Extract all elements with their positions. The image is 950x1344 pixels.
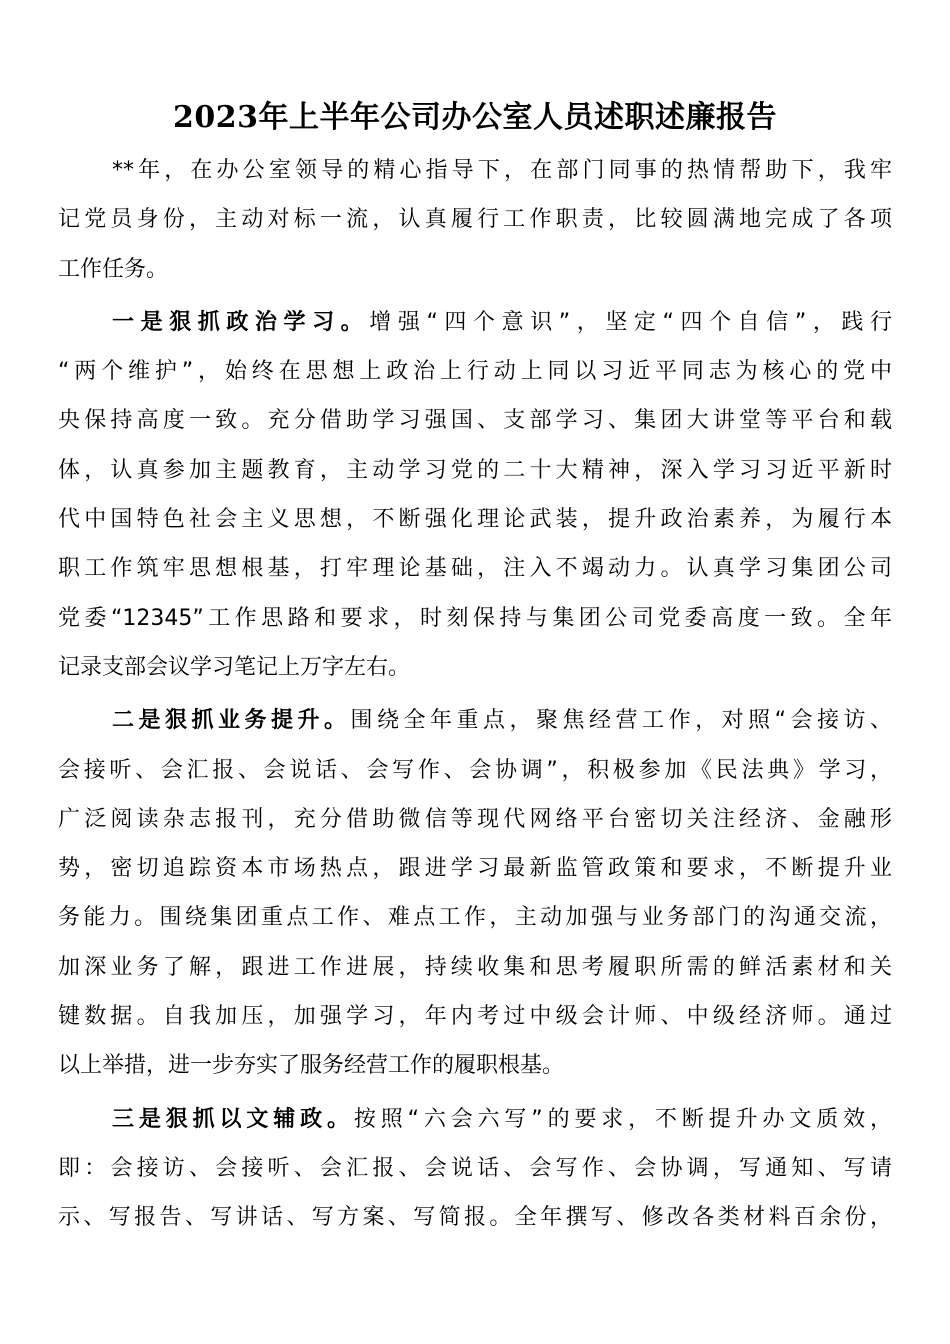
text-line: 以上举措，进一步夯实了服务经营工作的履职根基。: [58, 1053, 565, 1079]
paragraph-writing-support: [58, 1095, 892, 1243]
text-run: 围绕全年重点，聚焦经营工作，对照“会接访、: [350, 708, 892, 734]
text-line: 势，密切追踪资本市场热点，跟进学习最新监管政策和要求，不断提升业: [58, 856, 892, 882]
paragraph-business-improvement: [58, 696, 892, 1090]
paragraph-lead: 二是狠抓业务提升。: [112, 708, 351, 734]
paragraph-intro: [58, 146, 892, 294]
text-line: 加深业务了解，跟进工作进展，持续收集和思考履职所需的鲜活素材和关: [58, 954, 892, 980]
text-line: 键数据。自我加压，加强学习，年内考过中级会计师、中级经济师。通过: [58, 1004, 892, 1030]
text-line: 工作任务。: [58, 256, 169, 282]
text-line: 示、写报告、写讲话、写方案、写简报。全年撰写、修改各类材料百余份，: [58, 1205, 892, 1231]
paragraph-lead: 一是狠抓政治学习。: [112, 309, 370, 335]
document-body: [58, 146, 892, 1243]
text-line: 会接听、会汇报、会说话、会写作、会协调”，积极参加《民法典》学习，: [58, 757, 892, 783]
text-run: 按照“六会六写”的要求，不断提升办文质效，: [353, 1106, 892, 1132]
text-line: 记录支部会议学习笔记上万字左右。: [58, 654, 411, 680]
text-line: [58, 298, 892, 347]
text-line: “两个维护”，始终在思想上政治上行动上同以习近平同志为核心的党中: [58, 359, 892, 385]
paragraph-political-study: [58, 298, 892, 692]
text-line: **年，在办公室领导的精心指导下，在部门同事的热情帮助下，我牢: [112, 158, 892, 183]
text-line: [58, 1095, 892, 1144]
text-run: 增强“四个意识”，坚定“四个自信”，践行: [369, 309, 892, 335]
text-line: 职工作筑牢思想根基，打牢理论基础，注入不竭动力。认真学习集团公司: [58, 556, 892, 582]
text-line: 代中国特色社会主义思想，不断强化理论武装，提升政治素养，为履行本: [58, 507, 892, 533]
text-line: 体，认真参加主题教育，主动学习党的二十大精神，深入学习习近平新时: [58, 457, 892, 483]
text-line: 即：会接访、会接听、会汇报、会说话、会写作、会协调，写通知、写请: [58, 1155, 892, 1181]
text-line: 党委“12345”工作思路和要求，时刻保持与集团公司党委高度一致。全年: [58, 605, 892, 631]
text-line: 广泛阅读杂志报刊，充分借助微信等现代网络平台密切关注经济、金融形: [58, 806, 892, 832]
paragraph-lead: 三是狠抓以文辅政。: [112, 1106, 354, 1132]
text-line: 记党员身份，主动对标一流，认真履行工作职责，比较圆满地完成了各项: [58, 207, 892, 233]
document-title: 2023年上半年公司办公室人员述职述廉报告: [173, 100, 777, 135]
text-line: [58, 696, 892, 745]
text-line: 务能力。围绕集团重点工作、难点工作，主动加强与业务部门的沟通交流，: [58, 905, 892, 931]
text-line: 央保持高度一致。充分借助学习强国、支部学习、集团大讲堂等平台和载: [58, 408, 892, 434]
